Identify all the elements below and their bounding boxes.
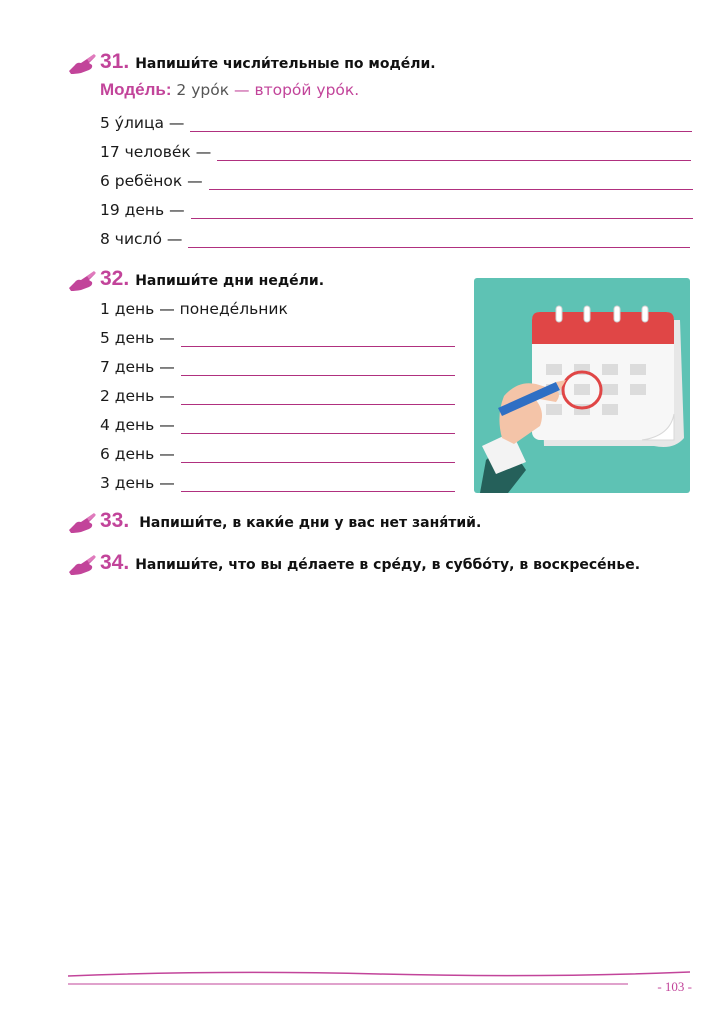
answer-row: 4 день — <box>100 412 455 434</box>
answer-line[interactable] <box>190 115 692 132</box>
answer-line[interactable] <box>181 475 455 492</box>
exercise-task: Напиши́те, в каки́е дни у вас нет заня́тий. <box>139 515 482 531</box>
page-number: - 103 - <box>657 979 692 994</box>
answer-line[interactable] <box>181 446 455 463</box>
answer-line[interactable] <box>181 388 455 405</box>
example-row: 1 день — понеде́льник <box>100 300 288 318</box>
model-label: Моде́ль: <box>100 80 172 99</box>
exercise-number: 33. <box>100 509 130 532</box>
exercise-number: 32. <box>100 267 130 290</box>
answer-row: 3 день — <box>100 470 455 492</box>
answer-line[interactable] <box>181 359 455 376</box>
answer-row: 2 день — <box>100 383 455 405</box>
answer-line[interactable] <box>188 231 690 248</box>
exercise-task: Напиши́те, что вы де́лаете в сре́ду, в суббо́ту, в воскресе́нье. <box>135 557 641 573</box>
model-answer: — второ́й уро́к. <box>234 81 360 99</box>
model-example <box>100 80 359 100</box>
answer-line[interactable] <box>217 144 691 161</box>
answer-row: 17 челове́к — <box>100 139 691 161</box>
answer-line[interactable] <box>181 417 455 434</box>
exercise-number: 34. <box>100 551 130 574</box>
exercise-task: Напиши́те числи́тельные по моде́ли. <box>135 56 436 72</box>
model-question: 2 уро́к <box>176 81 230 99</box>
answer-row: 5 день — <box>100 325 455 347</box>
calendar-illustration <box>474 278 690 493</box>
answer-line[interactable] <box>209 173 693 190</box>
answer-row: 19 день — <box>100 197 693 219</box>
answer-line[interactable] <box>191 202 693 219</box>
answer-row: 5 у́лица — <box>100 110 692 132</box>
exercise-number: 31. <box>100 50 130 73</box>
exercise-task: Напиши́те дни неде́ли. <box>135 273 325 289</box>
answer-row: 8 число́ — <box>100 226 690 248</box>
answer-row: 6 ребёнок — <box>100 168 693 190</box>
answer-row: 6 день — <box>100 441 455 463</box>
answer-line[interactable] <box>181 330 455 347</box>
answer-row: 7 день — <box>100 354 455 376</box>
footer-divider <box>68 968 690 988</box>
